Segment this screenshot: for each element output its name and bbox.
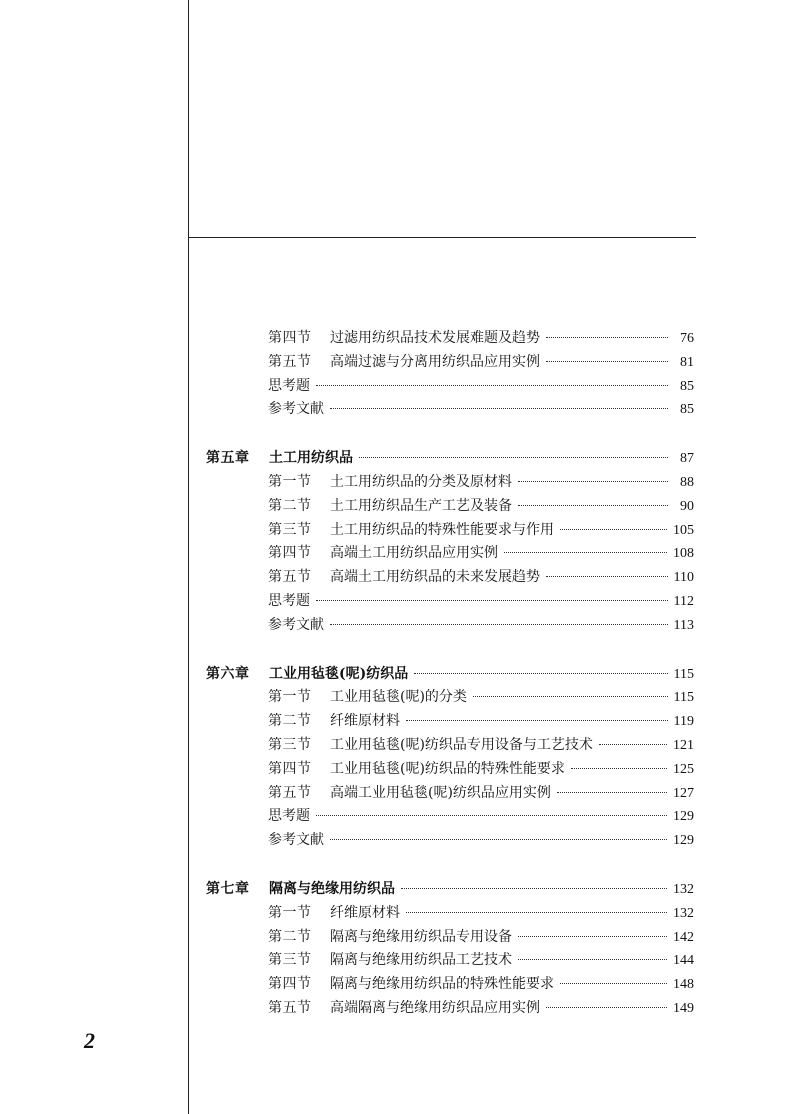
toc-entry-row bbox=[206, 902, 694, 926]
section-title: 参考文献 bbox=[268, 832, 324, 849]
page-ref: 132 bbox=[673, 905, 694, 921]
toc-entry-row bbox=[206, 590, 694, 614]
toc-entry-row bbox=[206, 926, 694, 950]
dot-leader bbox=[546, 337, 668, 338]
dot-leader bbox=[316, 385, 668, 386]
page-ref: 88 bbox=[680, 474, 694, 490]
page-ref: 144 bbox=[673, 953, 694, 969]
toc-entry-label bbox=[268, 614, 324, 634]
toc-entry-row bbox=[206, 949, 694, 973]
toc-entry-label bbox=[268, 590, 310, 610]
toc-group bbox=[206, 447, 694, 637]
page-ref: 112 bbox=[673, 593, 694, 609]
page-ref: 87 bbox=[680, 451, 694, 467]
page-ref: 129 bbox=[673, 809, 694, 825]
dot-leader bbox=[414, 673, 667, 674]
toc-entry-label bbox=[268, 327, 540, 347]
section-number: 第三节 bbox=[268, 736, 312, 753]
toc-entry-label bbox=[268, 902, 400, 922]
page-ref: 125 bbox=[673, 761, 694, 777]
dot-leader bbox=[504, 552, 667, 553]
section-number: 第二节 bbox=[268, 928, 312, 945]
dot-leader bbox=[518, 959, 667, 960]
section-number: 第四节 bbox=[268, 545, 312, 562]
section-title: 工业用毡毯(呢)纺织品的特殊性能要求 bbox=[330, 760, 565, 777]
section-number: 第五节 bbox=[268, 784, 312, 801]
toc-entry-label bbox=[268, 734, 593, 754]
dot-leader bbox=[560, 529, 667, 530]
dot-leader bbox=[473, 696, 668, 697]
dot-leader bbox=[599, 744, 667, 745]
toc-entry-row bbox=[206, 686, 694, 710]
toc-entry-row bbox=[206, 782, 694, 806]
horizontal-rule bbox=[188, 237, 696, 238]
page-ref: 108 bbox=[673, 546, 694, 562]
section-title: 工业用毡毯(呢)的分类 bbox=[330, 689, 467, 706]
toc-chapter-row bbox=[206, 663, 694, 687]
toc-entry-row bbox=[206, 495, 694, 519]
section-number: 第二节 bbox=[268, 497, 312, 514]
section-title: 土工用纺织品的特殊性能要求与作用 bbox=[330, 521, 554, 538]
section-title: 土工用纺织品的分类及原材料 bbox=[330, 473, 512, 490]
dot-leader bbox=[560, 983, 667, 984]
chapter-title: 隔离与绝缘用纺织品 bbox=[269, 880, 395, 897]
section-title: 高端土工用纺织品的未来发展趋势 bbox=[330, 569, 540, 586]
page-ref: 129 bbox=[673, 833, 694, 849]
section-title: 高端隔离与绝缘用纺织品应用实例 bbox=[330, 999, 540, 1016]
section-title: 高端工业用毡毯(呢)纺织品应用实例 bbox=[330, 784, 551, 801]
dot-leader bbox=[316, 815, 667, 816]
section-title: 高端土工用纺织品应用实例 bbox=[330, 545, 498, 562]
toc-entry-row bbox=[206, 351, 694, 375]
page-ref: 127 bbox=[673, 785, 694, 801]
page-ref: 115 bbox=[673, 690, 694, 706]
page-ref: 148 bbox=[673, 977, 694, 993]
dot-leader bbox=[546, 361, 668, 362]
section-title: 隔离与绝缘用纺织品工艺技术 bbox=[330, 952, 512, 969]
toc-entry-row bbox=[206, 327, 694, 351]
section-title: 隔离与绝缘用纺织品的特殊性能要求 bbox=[330, 976, 554, 993]
chapter-title: 工业用毡毯(呢)纺织品 bbox=[269, 665, 409, 682]
page-ref: 121 bbox=[673, 737, 694, 753]
dot-leader bbox=[518, 481, 668, 482]
toc-entry-label bbox=[268, 782, 551, 802]
section-number: 第一节 bbox=[268, 689, 312, 706]
toc-entry-row bbox=[206, 734, 694, 758]
toc-entry-label bbox=[268, 398, 324, 418]
toc-entry-label bbox=[268, 495, 512, 515]
chapter-title: 土工用纺织品 bbox=[269, 450, 353, 467]
dot-leader bbox=[330, 624, 668, 625]
toc-entry-label bbox=[206, 663, 408, 683]
toc-entry-label bbox=[268, 542, 498, 562]
dot-leader bbox=[359, 457, 668, 458]
dot-leader bbox=[518, 505, 668, 506]
section-title: 参考文献 bbox=[268, 401, 324, 418]
page-ref: 115 bbox=[673, 666, 694, 682]
page-ref: 113 bbox=[673, 617, 694, 633]
page-ref: 110 bbox=[673, 570, 694, 586]
section-number: 第四节 bbox=[268, 330, 312, 346]
toc-entry-row bbox=[206, 542, 694, 566]
chapter-number: 第五章 bbox=[206, 450, 250, 467]
dot-leader bbox=[546, 1007, 667, 1008]
section-title: 隔离与绝缘用纺织品专用设备 bbox=[330, 928, 512, 945]
table-of-contents bbox=[206, 327, 694, 1046]
dot-leader bbox=[330, 408, 668, 409]
section-number: 第四节 bbox=[268, 976, 312, 993]
toc-entry-label bbox=[268, 805, 310, 825]
section-title: 土工用纺织品生产工艺及装备 bbox=[330, 497, 512, 514]
toc-entry-row bbox=[206, 519, 694, 543]
toc-group bbox=[206, 878, 694, 1021]
section-number: 第五节 bbox=[268, 999, 312, 1016]
section-title: 思考题 bbox=[268, 592, 310, 609]
toc-entry-label bbox=[206, 447, 353, 467]
toc-group bbox=[206, 663, 694, 853]
page-ref: 85 bbox=[680, 402, 694, 418]
dot-leader bbox=[316, 600, 668, 601]
toc-entry-row bbox=[206, 973, 694, 997]
toc-entry-label bbox=[268, 949, 512, 969]
page-ref: 85 bbox=[680, 378, 694, 394]
toc-entry-label bbox=[268, 758, 565, 778]
page-ref: 142 bbox=[673, 929, 694, 945]
page-ref: 105 bbox=[673, 522, 694, 538]
dot-leader bbox=[401, 888, 667, 889]
toc-entry-label bbox=[268, 351, 540, 371]
section-title: 过滤用纺织品技术发展难题及趋势 bbox=[330, 330, 540, 346]
section-number: 第五节 bbox=[268, 353, 312, 370]
section-number: 第二节 bbox=[268, 713, 312, 730]
toc-chapter-row bbox=[206, 878, 694, 902]
vertical-rule bbox=[188, 0, 189, 1114]
toc-entry-label bbox=[268, 829, 324, 849]
toc-entry-row bbox=[206, 566, 694, 590]
toc-entry-row bbox=[206, 375, 694, 399]
section-title: 纤维原材料 bbox=[330, 713, 400, 730]
page-ref: 119 bbox=[673, 714, 694, 730]
section-title: 参考文献 bbox=[268, 616, 324, 633]
dot-leader bbox=[571, 768, 667, 769]
toc-chapter-row bbox=[206, 447, 694, 471]
page-ref: 132 bbox=[673, 881, 694, 897]
section-number: 第四节 bbox=[268, 760, 312, 777]
toc-entry-row bbox=[206, 398, 694, 422]
dot-leader bbox=[406, 912, 667, 913]
toc-entry-label bbox=[268, 566, 540, 586]
toc-entry-label bbox=[268, 519, 554, 539]
chapter-number: 第七章 bbox=[206, 880, 250, 897]
toc-entry-row bbox=[206, 758, 694, 782]
toc-entry-row bbox=[206, 997, 694, 1021]
dot-leader bbox=[330, 839, 667, 840]
toc-group bbox=[206, 327, 694, 422]
section-number: 第一节 bbox=[268, 473, 312, 490]
toc-entry-row bbox=[206, 805, 694, 829]
toc-entry-label bbox=[268, 710, 400, 730]
page-ref: 149 bbox=[673, 1000, 694, 1016]
page-ref: 81 bbox=[680, 354, 694, 370]
section-title: 纤维原材料 bbox=[330, 904, 400, 921]
section-number: 第五节 bbox=[268, 569, 312, 586]
toc-entry-row bbox=[206, 471, 694, 495]
toc-entry-label bbox=[268, 973, 554, 993]
toc-entry-label bbox=[268, 926, 512, 946]
page-ref: 90 bbox=[680, 498, 694, 514]
dot-leader bbox=[546, 576, 668, 577]
toc-entry-label bbox=[206, 878, 395, 898]
toc-entry-label bbox=[268, 686, 467, 706]
page-number: 2 bbox=[84, 1028, 95, 1053]
section-number: 第三节 bbox=[268, 521, 312, 538]
section-title: 思考题 bbox=[268, 377, 310, 394]
dot-leader bbox=[518, 936, 667, 937]
section-number: 第三节 bbox=[268, 952, 312, 969]
chapter-number: 第六章 bbox=[206, 665, 250, 682]
toc-entry-label bbox=[268, 375, 310, 395]
toc-entry-label bbox=[268, 471, 512, 491]
toc-entry-row bbox=[206, 710, 694, 734]
section-title: 工业用毡毯(呢)纺织品专用设备与工艺技术 bbox=[330, 736, 593, 753]
section-number: 第一节 bbox=[268, 904, 312, 921]
toc-entry-label bbox=[268, 997, 540, 1017]
section-title: 思考题 bbox=[268, 808, 310, 825]
section-title: 高端过滤与分离用纺织品应用实例 bbox=[330, 353, 540, 370]
dot-leader bbox=[557, 792, 667, 793]
page-ref: 76 bbox=[680, 331, 694, 346]
toc-entry-row bbox=[206, 829, 694, 853]
dot-leader bbox=[406, 720, 668, 721]
toc-entry-row bbox=[206, 614, 694, 638]
